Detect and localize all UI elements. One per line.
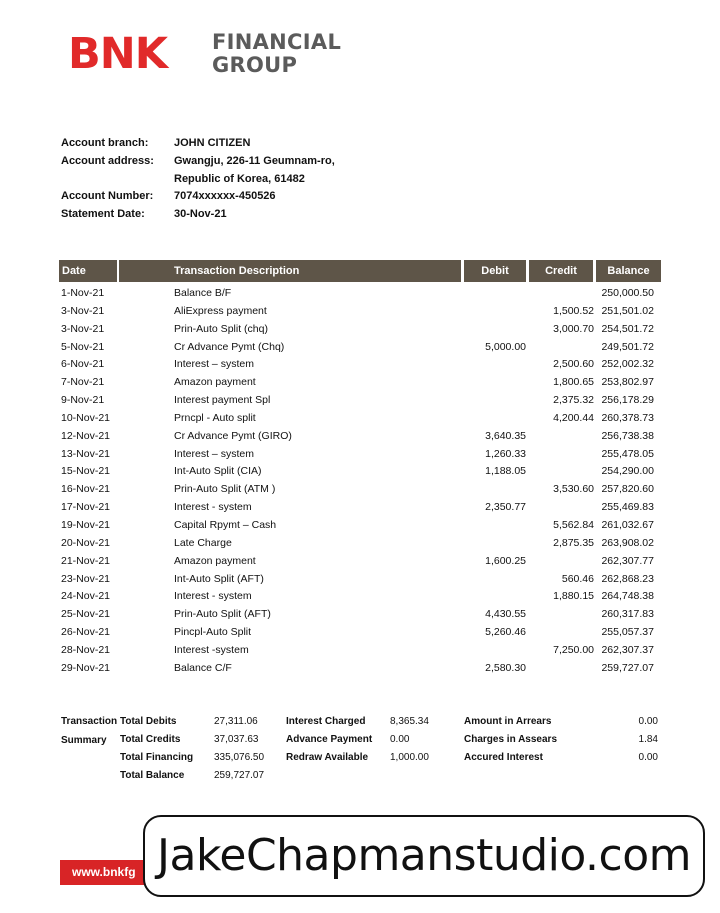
- table-row: [59, 606, 661, 624]
- table-row: [59, 642, 661, 660]
- cell-date: 3-Nov-21: [61, 304, 105, 317]
- account-value: 7074xxxxxx-450526: [174, 190, 276, 203]
- cell-date: 28-Nov-21: [61, 643, 111, 656]
- cell-balance: 256,738.38: [601, 429, 654, 442]
- cell-credit: 560.46: [561, 572, 594, 585]
- table-row: [59, 392, 661, 410]
- table-row: [59, 463, 661, 481]
- cell-balance: 256,178.29: [601, 394, 654, 407]
- cell-balance: 253,802.97: [601, 376, 654, 389]
- cell-debit: 5,260.46: [485, 626, 526, 639]
- cell-date: 16-Nov-21: [61, 483, 111, 496]
- cell-credit: 3,000.70: [553, 322, 594, 335]
- cell-balance: 264,748.38: [601, 590, 654, 603]
- cell-desc: Amazon payment: [174, 376, 256, 389]
- cell-date: 7-Nov-21: [61, 376, 105, 389]
- summary-label: Charges in Assears: [464, 734, 558, 745]
- cell-balance: 250,000.50: [601, 287, 654, 299]
- table-row: [59, 321, 661, 339]
- cell-balance: 255,057.37: [601, 626, 654, 639]
- cell-desc: Interest -system: [174, 643, 249, 656]
- account-value: 30-Nov-21: [174, 208, 227, 221]
- cell-debit: 1,600.25: [485, 554, 526, 567]
- cell-date: 15-Nov-21: [61, 465, 111, 478]
- cell-debit: 2,350.77: [485, 501, 526, 514]
- logo-mark: BNK: [68, 29, 168, 79]
- summary-label: Amount in Arrears: [464, 716, 552, 727]
- cell-date: 26-Nov-21: [61, 626, 111, 639]
- cell-credit: 1,500.52: [553, 304, 594, 317]
- summary-value: 37,037.63: [214, 734, 259, 745]
- cell-desc: Capital Rpymt – Cash: [174, 518, 277, 531]
- logo-wordmark: [212, 31, 341, 77]
- table-row: [59, 410, 661, 428]
- cell-balance: 254,290.00: [601, 465, 654, 478]
- cell-balance: 254,501.72: [601, 322, 654, 335]
- cell-date: 23-Nov-21: [61, 572, 111, 585]
- table-row: [59, 356, 661, 374]
- table-row: [59, 499, 661, 517]
- summary-value: 27,311.06: [214, 716, 258, 727]
- cell-date: 29-Nov-21: [61, 661, 111, 674]
- cell-date: 12-Nov-21: [61, 429, 111, 442]
- summary-label: Accured Interest: [464, 752, 543, 763]
- cell-credit: 2,875.35: [553, 536, 594, 549]
- table-row: [59, 535, 661, 553]
- table-row: [59, 481, 661, 499]
- cell-balance: 260,317.83: [601, 608, 654, 621]
- cell-balance: 252,002.32: [601, 358, 654, 371]
- table-row: [59, 339, 661, 357]
- account-value: Republic of Korea, 61482: [174, 172, 305, 185]
- account-label: Account branch:: [61, 137, 149, 149]
- cell-credit: 2,500.60: [553, 358, 594, 371]
- cell-date: 5-Nov-21: [61, 340, 105, 353]
- cell-debit: 5,000.00: [485, 340, 526, 353]
- cell-desc: Interest – system: [174, 358, 254, 371]
- cell-credit: 1,880.15: [553, 590, 594, 603]
- cell-debit: 1,260.33: [485, 447, 526, 460]
- header-balance: Balance: [596, 260, 661, 282]
- cell-date: 10-Nov-21: [61, 411, 111, 424]
- cell-credit: 5,562.84: [553, 518, 594, 531]
- brand-logo: [68, 30, 358, 78]
- summary-label: Advance Payment: [286, 734, 373, 745]
- summary-heading-1: Transaction: [61, 716, 118, 727]
- cell-debit: 2,580.30: [485, 661, 526, 674]
- table-row: [59, 660, 661, 678]
- account-value: Gwangju, 226-11 Geumnam-ro,: [174, 154, 335, 167]
- summary-value: 335,076.50: [214, 752, 265, 763]
- cell-credit: 7,250.00: [553, 643, 594, 656]
- cell-desc: Interest - system: [174, 501, 252, 514]
- summary-value: 0.00: [638, 752, 658, 763]
- table-row: [59, 446, 661, 464]
- cell-desc: Prncpl - Auto split: [174, 411, 256, 424]
- table-row: [59, 517, 661, 535]
- cell-date: 24-Nov-21: [61, 590, 111, 603]
- cell-balance: 260,378.73: [601, 411, 654, 424]
- cell-balance: 255,478.05: [601, 447, 654, 460]
- header-description: Transaction Description: [119, 260, 461, 282]
- cell-date: 17-Nov-21: [61, 501, 111, 514]
- cell-desc: Cr Advance Pymt (GIRO): [174, 429, 292, 442]
- cell-desc: Interest – system: [174, 447, 254, 460]
- cell-balance: 257,820.60: [601, 483, 654, 496]
- cell-desc: Prin-Auto Split (chq): [174, 322, 268, 335]
- cell-desc: Int-Auto Split (AFT): [174, 572, 264, 585]
- cell-date: 25-Nov-21: [61, 608, 111, 621]
- table-row: [59, 285, 661, 303]
- cell-date: 1-Nov-21: [61, 287, 105, 299]
- summary-heading-2: Summary: [61, 735, 107, 746]
- cell-balance: 263,908.02: [601, 536, 654, 549]
- cell-debit: 1,188.05: [485, 465, 526, 478]
- cell-date: 9-Nov-21: [61, 394, 105, 407]
- header-debit: Debit: [464, 260, 526, 282]
- summary-label: Total Financing: [120, 752, 194, 763]
- logo-line-2: GROUP: [212, 53, 298, 77]
- cell-credit: 3,530.60: [553, 483, 594, 496]
- cell-desc: Interest - system: [174, 590, 252, 603]
- cell-credit: 2,375.32: [553, 394, 594, 407]
- cell-date: 13-Nov-21: [61, 447, 111, 460]
- cell-balance: 259,727.07: [601, 661, 654, 674]
- summary-value: 0.00: [390, 734, 410, 745]
- cell-balance: 262,307.77: [601, 554, 654, 567]
- cell-desc: Pincpl-Auto Split: [174, 626, 252, 639]
- summary-label: Total Credits: [120, 734, 181, 745]
- table-row: [59, 571, 661, 589]
- summary-value: 8,365.34: [390, 716, 429, 727]
- cell-desc: Interest payment Spl: [174, 394, 271, 407]
- account-label: Account Number:: [61, 190, 154, 203]
- cell-credit: 1,800.65: [553, 376, 594, 389]
- transaction-table: [59, 285, 661, 678]
- cell-balance: 255,469.83: [601, 501, 654, 514]
- cell-debit: 4,430.55: [485, 608, 526, 621]
- cell-desc: Cr Advance Pymt (Chq): [174, 340, 285, 353]
- logo-line-1: FINANCIAL: [212, 30, 342, 54]
- cell-balance: 262,868.23: [601, 572, 654, 585]
- table-header: [59, 260, 661, 282]
- footer-url[interactable]: www.bnkfg: [60, 860, 170, 885]
- table-row: [59, 428, 661, 446]
- cell-desc: Prin-Auto Split (ATM ): [174, 483, 276, 496]
- watermark: JakeChapmanstudio.com: [143, 815, 705, 897]
- header-date: Date: [59, 260, 117, 282]
- account-label: Statement Date:: [61, 208, 145, 221]
- summary-value: 1,000.00: [390, 752, 429, 763]
- cell-date: 20-Nov-21: [61, 536, 111, 549]
- table-row: [59, 588, 661, 606]
- summary-label: Interest Charged: [286, 716, 366, 727]
- cell-desc: Balance B/F: [174, 287, 232, 299]
- table-row: [59, 374, 661, 392]
- summary-label: Total Debits: [120, 716, 177, 727]
- cell-credit: 4,200.44: [553, 411, 594, 424]
- cell-balance: 262,307.37: [601, 643, 654, 656]
- table-row: [59, 553, 661, 571]
- summary-label: Redraw Available: [286, 752, 369, 763]
- cell-desc: Amazon payment: [174, 554, 256, 567]
- cell-desc: Int-Auto Split (CIA): [174, 465, 262, 478]
- summary-value: 259,727.07: [214, 770, 265, 781]
- cell-balance: 261,032.67: [601, 518, 654, 531]
- summary-label: Total Balance: [120, 770, 185, 781]
- cell-balance: 251,501.02: [601, 304, 654, 317]
- cell-date: 21-Nov-21: [61, 554, 111, 567]
- account-label: Account address:: [61, 154, 154, 167]
- cell-debit: 3,640.35: [485, 429, 526, 442]
- header-credit: Credit: [529, 260, 593, 282]
- table-row: [59, 303, 661, 321]
- cell-desc: Balance C/F: [174, 661, 232, 674]
- cell-date: 6-Nov-21: [61, 358, 105, 371]
- table-row: [59, 624, 661, 642]
- cell-desc: Late Charge: [174, 536, 232, 549]
- account-value: JOHN CITIZEN: [174, 137, 251, 149]
- cell-date: 19-Nov-21: [61, 518, 111, 531]
- cell-desc: Prin-Auto Split (AFT): [174, 608, 271, 621]
- cell-desc: AliExpress payment: [174, 304, 267, 317]
- cell-balance: 249,501.72: [601, 340, 654, 353]
- summary-value: 0.00: [638, 716, 658, 727]
- summary-value: 1.84: [638, 734, 658, 745]
- cell-date: 3-Nov-21: [61, 322, 105, 335]
